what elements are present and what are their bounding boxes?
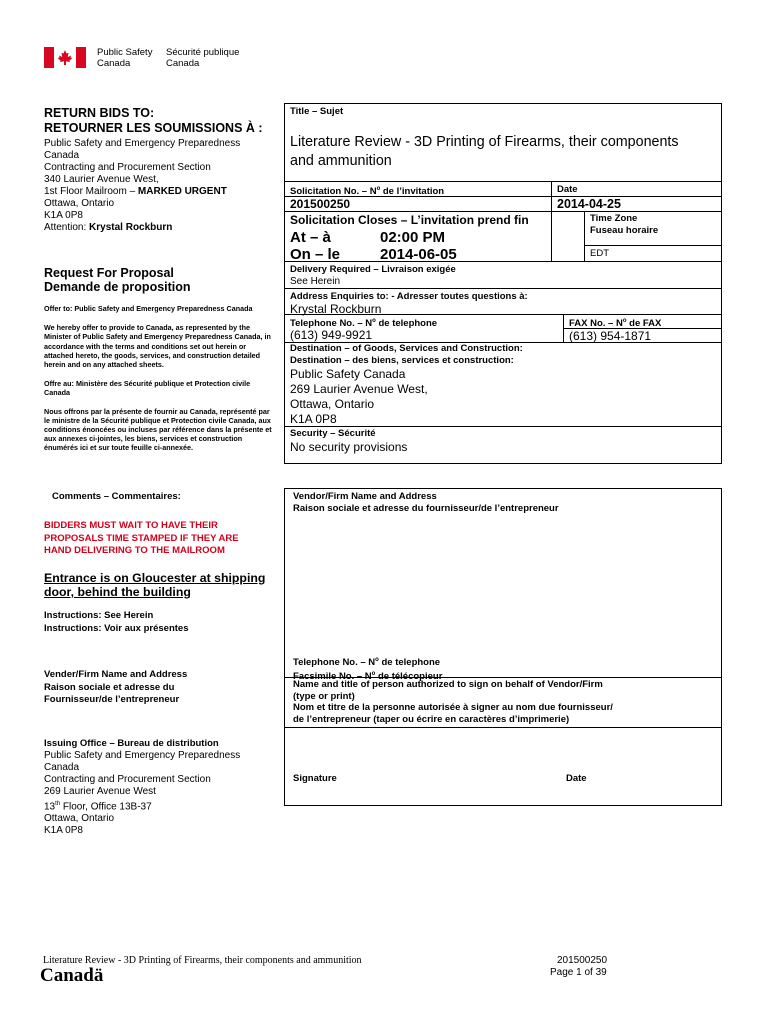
- enquiries-label: Address Enquiries to: - Adresser toutes questions à:: [290, 291, 528, 302]
- vfax-label: Facsimile No. – N: [293, 670, 372, 682]
- security-label: Security – Sécurité: [290, 428, 376, 439]
- issuing-postal: K1A 0P8: [44, 825, 83, 837]
- entrance-line: door, behind the building: [44, 585, 191, 599]
- return-address: [44, 138, 274, 234]
- title-line-1: Literature Review - 3D Printing of Firearms, their components: [290, 134, 679, 150]
- solicitation-number: 201500250: [290, 197, 351, 211]
- dest-address-line: Ottawa, Ontario: [290, 397, 375, 411]
- floor-sup: th: [55, 801, 61, 807]
- rfp-heading: [44, 266, 191, 294]
- return-line: Public Safety and Emergency Preparedness: [44, 138, 241, 149]
- attention-name: Krystal Rockburn: [89, 222, 173, 233]
- solicitation-title: [290, 133, 720, 171]
- return-postal: K1A 0P8: [44, 210, 83, 221]
- vfax-sup: o: [371, 670, 376, 677]
- floor-rest: Floor, Office 13B-37: [60, 801, 152, 813]
- dest-line-fr: Destination – des biens, services et construction:: [290, 354, 514, 366]
- auth-line: de l’entrepreneur (taper ou écrire en caractères d’imprimerie): [293, 714, 570, 726]
- issuing-line: Contracting and Procurement Section: [44, 774, 211, 785]
- offer-au: Offre au: Ministère des Sécurité publique et Protection civile Canada: [44, 379, 251, 398]
- sol-sup: o: [376, 186, 381, 192]
- rfp-en: Request For Proposal: [44, 266, 174, 280]
- attention-label: Attention:: [44, 222, 90, 233]
- entrance-note: [44, 571, 265, 599]
- comments-label: Comments – Commentaires:: [52, 491, 181, 502]
- offer-to: Offer to: Public Safety and Emergency Preparedness Canada: [44, 304, 253, 313]
- closing-time: [290, 229, 446, 246]
- vendor-label-fr: Raison sociale et adresse du fournisseur/de l’entrepreneur: [293, 502, 559, 514]
- vtel-label-end: de telephone: [378, 657, 441, 669]
- fax-label-text: FAX No. – N: [569, 318, 623, 330]
- marked-urgent: MARKED URGENT: [137, 186, 227, 197]
- title-label: Title – Sujet: [290, 106, 344, 117]
- attention-line: [44, 222, 274, 234]
- mailroom-line: [44, 186, 274, 198]
- issuing-line: Canada: [44, 762, 80, 773]
- instructions-fr: Instructions: Voir aux présentes: [44, 622, 189, 634]
- date-label: Date: [557, 184, 578, 195]
- vender-line: Fournisseur/de l’entrepreneur: [44, 694, 180, 705]
- rfp-fr: Demande de proposition: [44, 280, 191, 294]
- vendor-tel-label: [293, 655, 442, 669]
- return-line: 340 Laurier Avenue West,: [44, 174, 159, 185]
- at-value: 02:00 PM: [380, 229, 446, 246]
- enquiries-name: Krystal Rockburn: [290, 302, 382, 316]
- delivery-value: See Herein: [290, 276, 341, 287]
- vender-line: Raison sociale et adresse du: [44, 681, 175, 693]
- tel-label: Telephone No. – N: [290, 318, 373, 330]
- instructions-en: Instructions: See Herein: [44, 610, 154, 621]
- floor-num: 13: [44, 801, 56, 813]
- date-value: 2014-04-25: [557, 197, 621, 211]
- mailroom-prefix: 1st Floor Mailroom –: [44, 186, 138, 197]
- bidders-line: PROPOSALS TIME STAMPED IF THEY ARE: [44, 532, 239, 544]
- tel-label-end: de telephone: [375, 318, 438, 330]
- vendor-label-en: Vendor/Firm Name and Address: [293, 491, 437, 502]
- on-label: On – le: [290, 246, 341, 263]
- issuing-office: [44, 738, 276, 837]
- return-line: Canada: [44, 150, 80, 161]
- dept-en-line-2: Canada: [97, 58, 131, 69]
- entrance-line: Entrance is on Gloucester at shipping: [44, 571, 266, 585]
- vtel-sup: o: [375, 657, 379, 663]
- auth-line: Name and title of person authorized to sign on behalf of Vendor/Firm: [293, 679, 603, 690]
- at-label: At – à: [290, 229, 331, 246]
- closes-label: Solicitation Closes – L’invitation prend fin: [290, 213, 529, 227]
- footer-doc-title: Literature Review - 3D Printing of Firearms, their components and ammunition: [43, 955, 362, 966]
- footer-doc-number: 201500250: [556, 955, 608, 966]
- return-title-en: RETURN BIDS TO:: [44, 106, 155, 120]
- dest-address-line: 269 Laurier Avenue West,: [290, 382, 428, 396]
- issuing-floor: [44, 798, 276, 813]
- vtel-label: Telephone No. – N: [293, 657, 376, 669]
- offer-block: [44, 304, 276, 453]
- auth-line: (type or print): [293, 690, 355, 702]
- return-city: Ottawa, Ontario: [44, 198, 115, 209]
- vendor-label: [293, 491, 559, 514]
- dept-en-line-1: Public Safety: [97, 47, 153, 58]
- dest-address-line: Public Safety Canada: [290, 367, 406, 381]
- vfax-label-end: de télécopieur: [375, 670, 443, 682]
- footer-page-info: [555, 955, 609, 967]
- destination-address: [290, 367, 428, 427]
- dept-fr-line-2: Canada: [166, 58, 200, 69]
- bidders-line: HAND DELIVERING TO THE MAILROOM: [44, 545, 225, 556]
- return-title-fr: RETOURNER LES SOUMISSIONS À :: [44, 121, 263, 135]
- delivery-label: Delivery Required – Livraison exigée: [290, 264, 456, 275]
- title-line-2: and ammunition: [290, 153, 392, 169]
- tz-line-1: Time Zone: [590, 213, 638, 224]
- signature-date-label: Date: [566, 773, 587, 784]
- dept-fr-line-1: Sécurité publique: [166, 47, 240, 58]
- vender-firm-label: [44, 669, 187, 707]
- destination-label: [290, 343, 523, 366]
- authorized-signer-label: [293, 679, 718, 726]
- auth-line: Nom et titre de la personne autorisée à signer au nom due fournisseur/: [293, 702, 613, 714]
- dest-address-line: K1A 0P8: [290, 412, 337, 426]
- security-value: No security provisions: [290, 440, 408, 454]
- issuing-line: 269 Laurier Avenue West: [44, 786, 156, 797]
- bidders-line: BIDDERS MUST WAIT TO HAVE THEIR: [44, 520, 218, 531]
- tel-sup: o: [372, 318, 376, 324]
- dest-line-en: Destination – of Goods, Services and Construction:: [290, 343, 523, 354]
- fax-sup: o: [622, 318, 627, 324]
- offer-text-fr: Nous offrons par la présente de fournir au Canada, représenté par le ministre de la Sécurité publique et Protection civile Canada, aux conditions énoncées ou incluses par référence dans la présente et aux annexes ci-jointes, les biens, services et construction énumérés ici et sur toute feuille ci-annexée.: [44, 406, 272, 453]
- canada-flag-icon: [44, 47, 86, 68]
- bidders-warning: [44, 520, 239, 558]
- time-zone-label: [590, 213, 658, 236]
- fax-value: (613) 954-1871: [569, 329, 652, 343]
- return-line: Contracting and Procurement Section: [44, 162, 211, 173]
- return-bids-heading: [44, 106, 263, 136]
- canada-wordmark: Canadä: [40, 965, 104, 986]
- tz-line-2: Fuseau horaire: [590, 224, 659, 236]
- telephone-value: (613) 949-9921: [290, 328, 373, 342]
- issuing-city: Ottawa, Ontario: [44, 813, 115, 825]
- vendor-address-field[interactable]: [293, 518, 713, 652]
- footer-page-number: Page 1 of 39: [550, 967, 607, 978]
- offer-text-en: We hereby offer to provide to Canada, as represented by the Minister of Public Safety and Emergency Preparedness Canada, in accordance with the terms and conditions set out herein or attached hereto, the goods, services, and construction detailed herein and on any attached sheets.: [44, 323, 271, 370]
- department-fr: [166, 47, 239, 69]
- department-en: [97, 47, 152, 69]
- signature-label: Signature: [293, 773, 337, 784]
- fax-label-end: de FAX: [626, 318, 662, 330]
- instructions: [44, 610, 188, 635]
- sol-label: Solicitation No. – N: [290, 186, 377, 198]
- time-zone-value: EDT: [590, 248, 609, 259]
- on-value: 2014-06-05: [380, 246, 457, 263]
- issuing-title: Issuing Office – Bureau de distribution: [44, 738, 219, 749]
- sol-label-end: de l’invitation: [380, 186, 445, 198]
- issuing-line: Public Safety and Emergency Preparedness: [44, 750, 241, 761]
- authorized-signer-field[interactable]: [293, 729, 713, 769]
- vender-line: Vender/Firm Name and Address: [44, 669, 188, 680]
